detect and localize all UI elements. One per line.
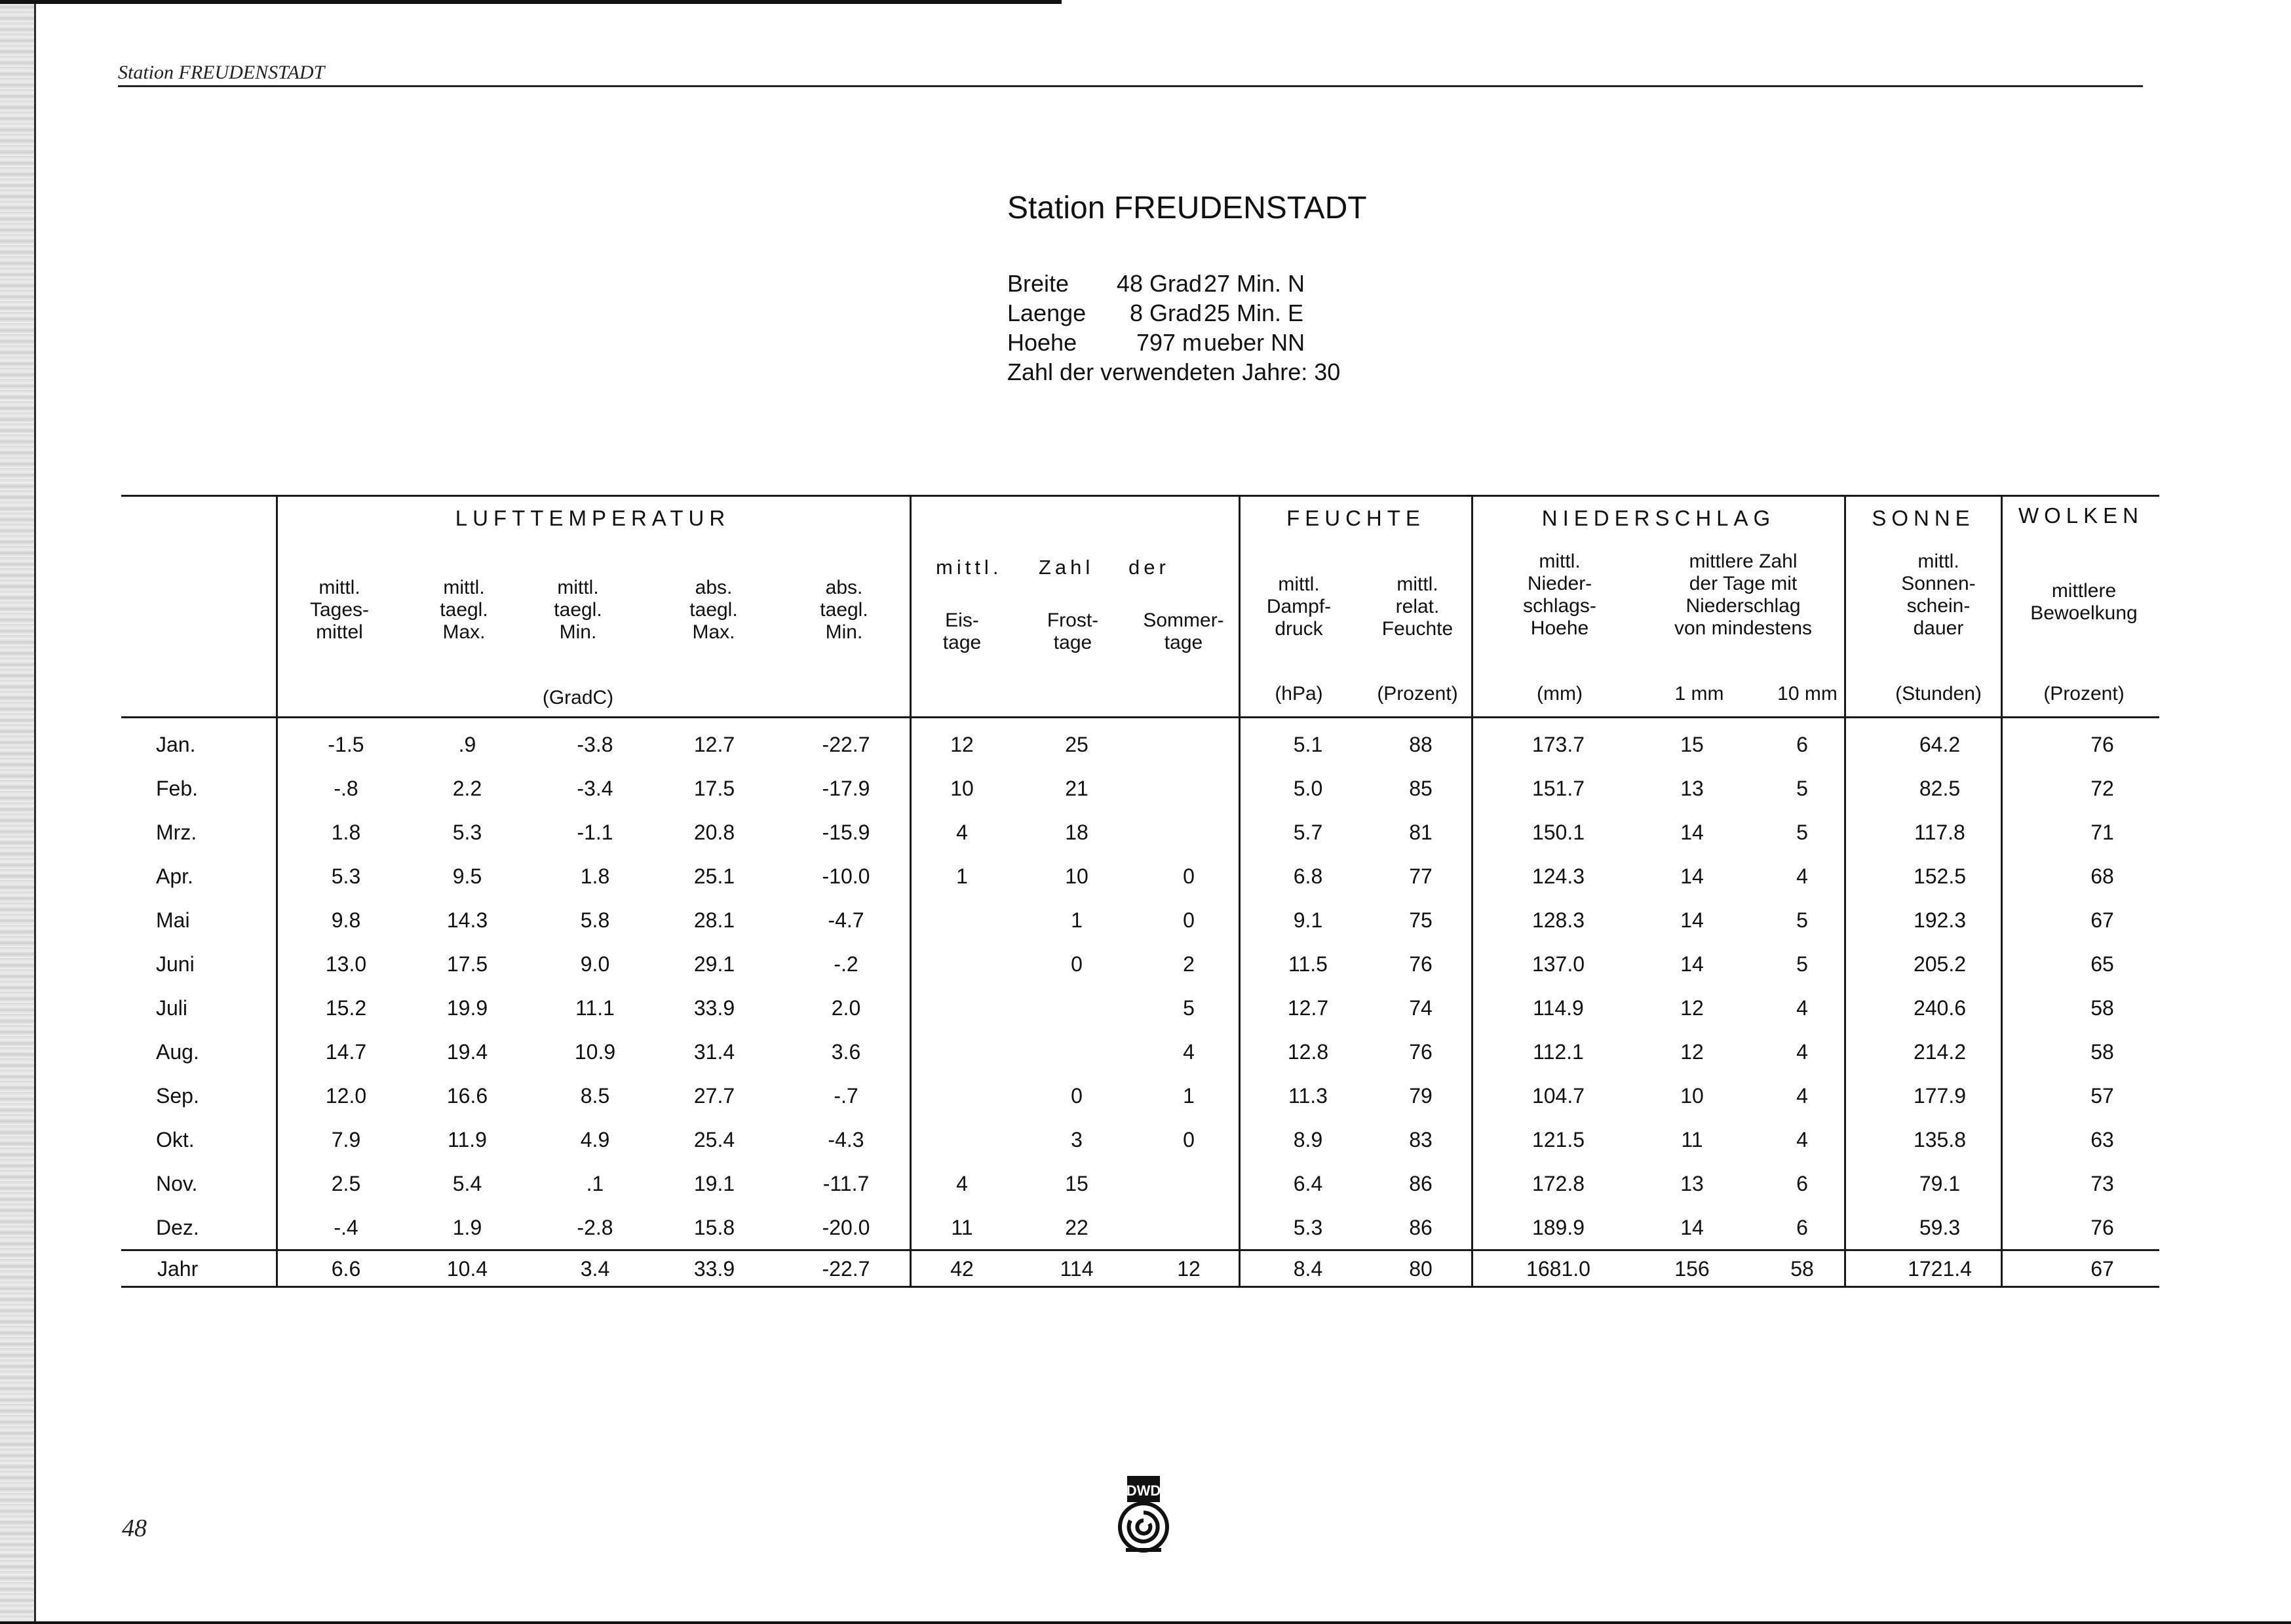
table-cell: 10 — [950, 777, 974, 800]
table-cell: 76 — [1409, 1040, 1433, 1064]
table-cell: 79.1 — [1919, 1172, 1961, 1195]
table-cell: 177.9 — [1913, 1084, 1967, 1108]
total-label: Jahr — [157, 1257, 199, 1281]
row-month-label: Nov. — [156, 1172, 198, 1195]
total-cell: 3.4 — [580, 1257, 610, 1281]
unit-prozent-feuchte: (Prozent) — [1377, 683, 1458, 705]
table-cell: 7.9 — [331, 1128, 361, 1151]
table-cell: -10.0 — [822, 864, 870, 888]
table-cell: -4.7 — [828, 908, 864, 932]
top-border — [0, 0, 1062, 4]
running-head: Station FREUDENSTADT — [118, 62, 325, 83]
hdr-feuchte: mittl. relat. Feuchte — [1381, 573, 1454, 640]
breite-min: 27 Min. N — [1204, 270, 1305, 297]
table-cell: 72 — [2090, 777, 2114, 800]
table-cell: 74 — [1409, 996, 1433, 1020]
total-cell: 67 — [2090, 1257, 2114, 1281]
table-cell: 12 — [1680, 1040, 1704, 1064]
table-cell: 58 — [2090, 1040, 2114, 1064]
table-cell: 15 — [1680, 733, 1704, 756]
group-lufttemperatur: LUFTTEMPERATUR — [455, 506, 731, 530]
table-cell: 4 — [1796, 864, 1808, 888]
table-cell: 2.2 — [452, 777, 482, 800]
table-cell: 10 — [1065, 864, 1088, 888]
row-month-label: Feb. — [156, 777, 199, 800]
table-cell: 14 — [1680, 1216, 1704, 1239]
table-cell: 12.0 — [325, 1084, 367, 1108]
unit-gradc: (GradC) — [542, 687, 614, 708]
hdr-sonnenschein: mittl. Sonnen- schein- dauer — [1901, 551, 1976, 639]
table-cell: 14 — [1680, 952, 1704, 976]
table-cell: 11 — [951, 1216, 973, 1239]
total-cell: -22.7 — [822, 1257, 870, 1281]
group-zahl-der-1: mittl. — [936, 556, 1003, 579]
table-cell: 64.2 — [1919, 733, 1961, 756]
table-cell: 12 — [950, 733, 974, 756]
hdr-abs-max: abs. taegl. Max. — [689, 577, 738, 643]
breite-grad: 48 Grad — [1116, 270, 1202, 297]
table-cell: 172.8 — [1531, 1172, 1585, 1195]
table-cell: 112.1 — [1533, 1040, 1584, 1064]
table-cell: 12.8 — [1287, 1040, 1329, 1064]
laenge-label: Laenge — [1007, 300, 1087, 326]
table-cell: 76 — [1409, 952, 1433, 976]
table-cell: -3.4 — [577, 777, 613, 800]
table-cell: 128.3 — [1531, 908, 1585, 932]
row-month-label: Okt. — [156, 1128, 195, 1151]
table-cell: 3 — [1071, 1128, 1083, 1151]
table-cell: 1.8 — [331, 821, 361, 844]
vline-niederschlag — [1844, 495, 1846, 1288]
total-cell: 12 — [1177, 1257, 1201, 1281]
table-cell: 18 — [1065, 821, 1088, 844]
table-cell: 0 — [1071, 952, 1083, 976]
table-cell: 25.1 — [693, 864, 735, 888]
table-cell: 15.2 — [325, 996, 367, 1020]
total-cell: 1721.4 — [1908, 1257, 1972, 1281]
table-cell: 71 — [2090, 821, 2114, 844]
table-cell: 57 — [2090, 1084, 2114, 1108]
table-cell: 0 — [1183, 908, 1195, 932]
group-zahl-der-2: Zahl — [1039, 556, 1094, 579]
table-cell: 15.8 — [693, 1216, 735, 1239]
row-month-label: Sep. — [156, 1084, 199, 1108]
table-cell: 83 — [1409, 1128, 1433, 1151]
table-cell: 114.9 — [1533, 996, 1584, 1020]
table-cell: 1.9 — [452, 1216, 482, 1239]
table-cell: 150.1 — [1531, 821, 1585, 844]
table-cell: .1 — [586, 1172, 604, 1195]
hdr-tagesmittel: mittl. Tages- mittel — [309, 577, 370, 643]
table-cell: 25 — [1065, 733, 1088, 756]
hdr-abs-min: abs. taegl. Min. — [820, 577, 868, 643]
unit-hpa: (hPa) — [1275, 683, 1323, 705]
table-cell: 68 — [2090, 864, 2114, 888]
table-cell: 28.1 — [693, 908, 735, 932]
table-cell: 65 — [2090, 952, 2114, 976]
table-cell: 86 — [1409, 1172, 1433, 1195]
group-feuchte: FEUCHTE — [1286, 506, 1425, 530]
row-month-label: Juni — [156, 952, 195, 976]
table-cell: 5.0 — [1293, 777, 1323, 800]
total-cell: 8.4 — [1293, 1257, 1323, 1281]
table-cell: 240.6 — [1913, 996, 1967, 1020]
table-cell: 5 — [1796, 908, 1808, 932]
table-cell: .9 — [458, 733, 476, 756]
total-cell: 156 — [1674, 1257, 1710, 1281]
table-cell: 6 — [1796, 1172, 1808, 1195]
table-cell: 1 — [1071, 908, 1083, 932]
table-cell: 152.5 — [1913, 864, 1967, 888]
table-cell: 5.7 — [1293, 821, 1323, 844]
hdr-bewoelkung: mittlere Bewoelkung — [2030, 580, 2138, 624]
table-cell: 33.9 — [693, 996, 735, 1020]
total-cell: 6.6 — [331, 1257, 361, 1281]
table-cell: 189.9 — [1531, 1216, 1585, 1239]
table-cell: 0 — [1071, 1084, 1083, 1108]
table-cell: 85 — [1409, 777, 1433, 800]
bottom-border — [0, 1621, 2291, 1624]
table-cell: 1 — [1183, 1084, 1195, 1108]
table-cell: 2.0 — [831, 996, 861, 1020]
group-rule-feuchte — [1242, 495, 2159, 497]
table-cell: 73 — [2090, 1172, 2114, 1195]
hdr-taegl-min: mittl. taegl. Min. — [554, 577, 602, 643]
table-cell: 19.1 — [693, 1172, 735, 1195]
hdr-niederschlagstage: mittlere Zahl der Tage mit Niederschlag von mindestens — [1674, 551, 1813, 639]
table-cell: 22 — [1065, 1216, 1088, 1239]
table-cell: 14 — [1680, 864, 1704, 888]
table-cell: 104.7 — [1531, 1084, 1585, 1108]
table-cell: 4 — [1183, 1040, 1195, 1064]
unit-10mm: 10 mm — [1777, 683, 1838, 705]
hdr-dampfdruck: mittl. Dampf- druck — [1266, 573, 1332, 640]
table-cell: 17.5 — [693, 777, 735, 800]
table-cell: 5.3 — [331, 864, 361, 888]
table-cell: 5.8 — [580, 908, 610, 932]
table-cell: 137.0 — [1531, 952, 1585, 976]
table-cell: -20.0 — [822, 1216, 870, 1239]
table-cell: 11.5 — [1288, 952, 1328, 976]
unit-stunden: (Stunden) — [1895, 683, 1982, 705]
table-cell: 76 — [2090, 733, 2114, 756]
table-cell: 11 — [1681, 1128, 1703, 1151]
table-cell: 11.3 — [1288, 1084, 1328, 1108]
table-cell: 121.5 — [1531, 1128, 1585, 1151]
table-cell: -17.9 — [822, 777, 870, 800]
table-cell: 25.4 — [693, 1128, 735, 1151]
table-cell: 29.1 — [693, 952, 735, 976]
table-cell: 14.7 — [325, 1040, 367, 1064]
table-cell: 5 — [1796, 952, 1808, 976]
total-cell: 80 — [1409, 1257, 1433, 1281]
table-cell: 76 — [2090, 1216, 2114, 1239]
table-cell: -11.7 — [822, 1172, 870, 1195]
table-cell: -.2 — [834, 952, 858, 976]
table-cell: 2 — [1183, 952, 1195, 976]
table-cell: 12.7 — [693, 733, 735, 756]
table-cell: 75 — [1409, 908, 1433, 932]
table-cell: 88 — [1409, 733, 1433, 756]
hoehe-value: 797 m — [1136, 329, 1202, 356]
row-month-label: Apr. — [156, 864, 193, 888]
table-cell: -2.8 — [577, 1216, 613, 1239]
breite-label: Breite — [1007, 270, 1069, 297]
table-cell: 11.1 — [575, 996, 615, 1020]
table-cell: 124.3 — [1531, 864, 1585, 888]
table-cell: 19.4 — [446, 1040, 488, 1064]
table-cell: 5 — [1796, 777, 1808, 800]
table-cell: 13.0 — [325, 952, 367, 976]
table-cell: 16.6 — [446, 1084, 488, 1108]
total-cell: 10.4 — [446, 1257, 488, 1281]
total-cell: 33.9 — [693, 1257, 735, 1281]
table-cell: 0 — [1183, 864, 1195, 888]
table-cell: 81 — [1409, 821, 1433, 844]
table-cell: 5.3 — [452, 821, 482, 844]
table-cell: 192.3 — [1913, 908, 1967, 932]
table-cell: 4 — [956, 821, 968, 844]
table-cell: 173.7 — [1531, 733, 1585, 756]
table-cell: -.4 — [334, 1216, 358, 1239]
table-cell: 4 — [1796, 1040, 1808, 1064]
hdr-taegl-max: mittl. taegl. Max. — [440, 577, 488, 643]
table-cell: 1 — [956, 864, 968, 888]
hdr-sommertage: Sommer- tage — [1143, 609, 1224, 653]
table-cell: 79 — [1409, 1084, 1433, 1108]
table-cell: 9.8 — [331, 908, 361, 932]
total-cell: 42 — [950, 1257, 974, 1281]
row-month-label: Mrz. — [156, 821, 197, 844]
hdr-frosttage: Frost- tage — [1047, 609, 1099, 653]
table-cell: 205.2 — [1913, 952, 1967, 976]
table-cell: 4 — [956, 1172, 968, 1195]
table-cell: 117.8 — [1914, 821, 1965, 844]
table-cell: 9.1 — [1293, 908, 1323, 932]
table-cell: 20.8 — [693, 821, 735, 844]
table-cell: 4.9 — [580, 1128, 610, 1151]
table-cell: 10.9 — [574, 1040, 616, 1064]
table-cell: 77 — [1409, 864, 1433, 888]
table-cell: 5 — [1796, 821, 1808, 844]
table-cell: 86 — [1409, 1216, 1433, 1239]
group-wolken: WOLKEN — [2018, 503, 2144, 528]
row-month-label: Aug. — [156, 1040, 199, 1064]
table-cell: 63 — [2090, 1128, 2114, 1151]
row-month-label: Dez. — [156, 1216, 199, 1239]
total-cell: 58 — [1790, 1257, 1814, 1281]
page-title: Station FREUDENSTADT — [1007, 191, 1367, 225]
table-cell: -1.1 — [577, 821, 613, 844]
table-cell: 6 — [1796, 1216, 1808, 1239]
row-month-label: Juli — [156, 996, 188, 1020]
table-cell: -4.3 — [828, 1128, 864, 1151]
table-cell: 4 — [1796, 996, 1808, 1020]
table-cell: 4 — [1796, 1084, 1808, 1108]
table-cell: 14 — [1680, 821, 1704, 844]
table-cell: 82.5 — [1919, 777, 1961, 800]
total-cell: 1681.0 — [1526, 1257, 1590, 1281]
dwd-logo-text: DWD — [1126, 1482, 1161, 1499]
group-niederschlag: NIEDERSCHLAG — [1541, 506, 1776, 530]
hoehe-label: Hoehe — [1007, 329, 1077, 356]
group-zahl-der-3: der — [1128, 556, 1170, 579]
table-cell: 58 — [2090, 996, 2114, 1020]
hoehe-ref: ueber NN — [1204, 329, 1305, 356]
table-cell: -1.5 — [328, 733, 364, 756]
table-cell: 19.9 — [446, 996, 488, 1020]
table-cell: 12.7 — [1287, 996, 1329, 1020]
table-cell: 6 — [1796, 733, 1808, 756]
table-cell: 9.0 — [580, 952, 610, 976]
table-cell: 9.5 — [452, 864, 482, 888]
table-cell: 6.4 — [1293, 1172, 1323, 1195]
table-cell: 21 — [1065, 777, 1088, 800]
page-number: 48 — [122, 1515, 147, 1542]
header-rule — [118, 85, 2143, 87]
table-cell: 214.2 — [1913, 1040, 1967, 1064]
table-cell: 3.6 — [831, 1040, 861, 1064]
group-sonne: SONNE — [1872, 506, 1975, 530]
table-cell: 0 — [1183, 1128, 1195, 1151]
table-cell: 8.5 — [580, 1084, 610, 1108]
table-cell: 67 — [2090, 908, 2114, 932]
table-cell: 27.7 — [693, 1084, 735, 1108]
years-used: Zahl der verwendeten Jahre: 30 — [1007, 358, 1341, 385]
table-cell: -.8 — [334, 777, 358, 800]
table-cell: 5.4 — [452, 1172, 482, 1195]
table-cell: 5.3 — [1293, 1216, 1323, 1239]
unit-prozent-wolken: (Prozent) — [2043, 683, 2125, 705]
table-cell: 15 — [1065, 1172, 1088, 1195]
table-cell: 1.8 — [580, 864, 610, 888]
total-top-rule — [121, 1249, 2159, 1251]
table-cell: 31.4 — [693, 1040, 735, 1064]
table-cell: -15.9 — [822, 821, 870, 844]
row-month-label: Jan. — [156, 733, 196, 756]
table-cell: 2.5 — [331, 1172, 361, 1195]
table-cell: -22.7 — [822, 733, 870, 756]
table-cell: 11.9 — [448, 1128, 487, 1151]
table-bottom-rule — [121, 1286, 2159, 1288]
table-cell: 14.3 — [446, 908, 488, 932]
row-month-label: Mai — [156, 908, 190, 932]
hdr-niederschlagshoehe: mittl. Nieder- schlags- Hoehe — [1523, 551, 1596, 639]
table-cell: -3.8 — [577, 733, 613, 756]
laenge-grad: 8 Grad — [1129, 300, 1202, 326]
binding-strip — [0, 0, 36, 1624]
table-cell: 8.9 — [1293, 1128, 1323, 1151]
unit-mm: (mm) — [1537, 683, 1583, 705]
dwd-logo — [1107, 1475, 1180, 1553]
table-cell: 135.8 — [1913, 1128, 1967, 1151]
table-cell: 151.7 — [1531, 777, 1585, 800]
table-cell: 59.3 — [1919, 1216, 1961, 1239]
table-cell: 4 — [1796, 1128, 1808, 1151]
table-cell: 14 — [1680, 908, 1704, 932]
table-cell: 13 — [1680, 777, 1704, 800]
table-cell: 5 — [1183, 996, 1195, 1020]
table-cell: -.7 — [834, 1084, 858, 1108]
hdr-eistage: Eis- tage — [942, 609, 982, 653]
table-cell: 12 — [1680, 996, 1704, 1020]
total-cell: 114 — [1060, 1257, 1094, 1281]
table-cell: 17.5 — [446, 952, 488, 976]
table-cell: 10 — [1680, 1084, 1704, 1108]
header-bottom-rule — [121, 716, 2159, 718]
table-cell: 13 — [1680, 1172, 1704, 1195]
table-cell: 5.1 — [1293, 733, 1323, 756]
unit-1mm: 1 mm — [1674, 683, 1724, 705]
table-cell: 6.8 — [1293, 864, 1323, 888]
laenge-min: 25 Min. E — [1204, 300, 1304, 326]
